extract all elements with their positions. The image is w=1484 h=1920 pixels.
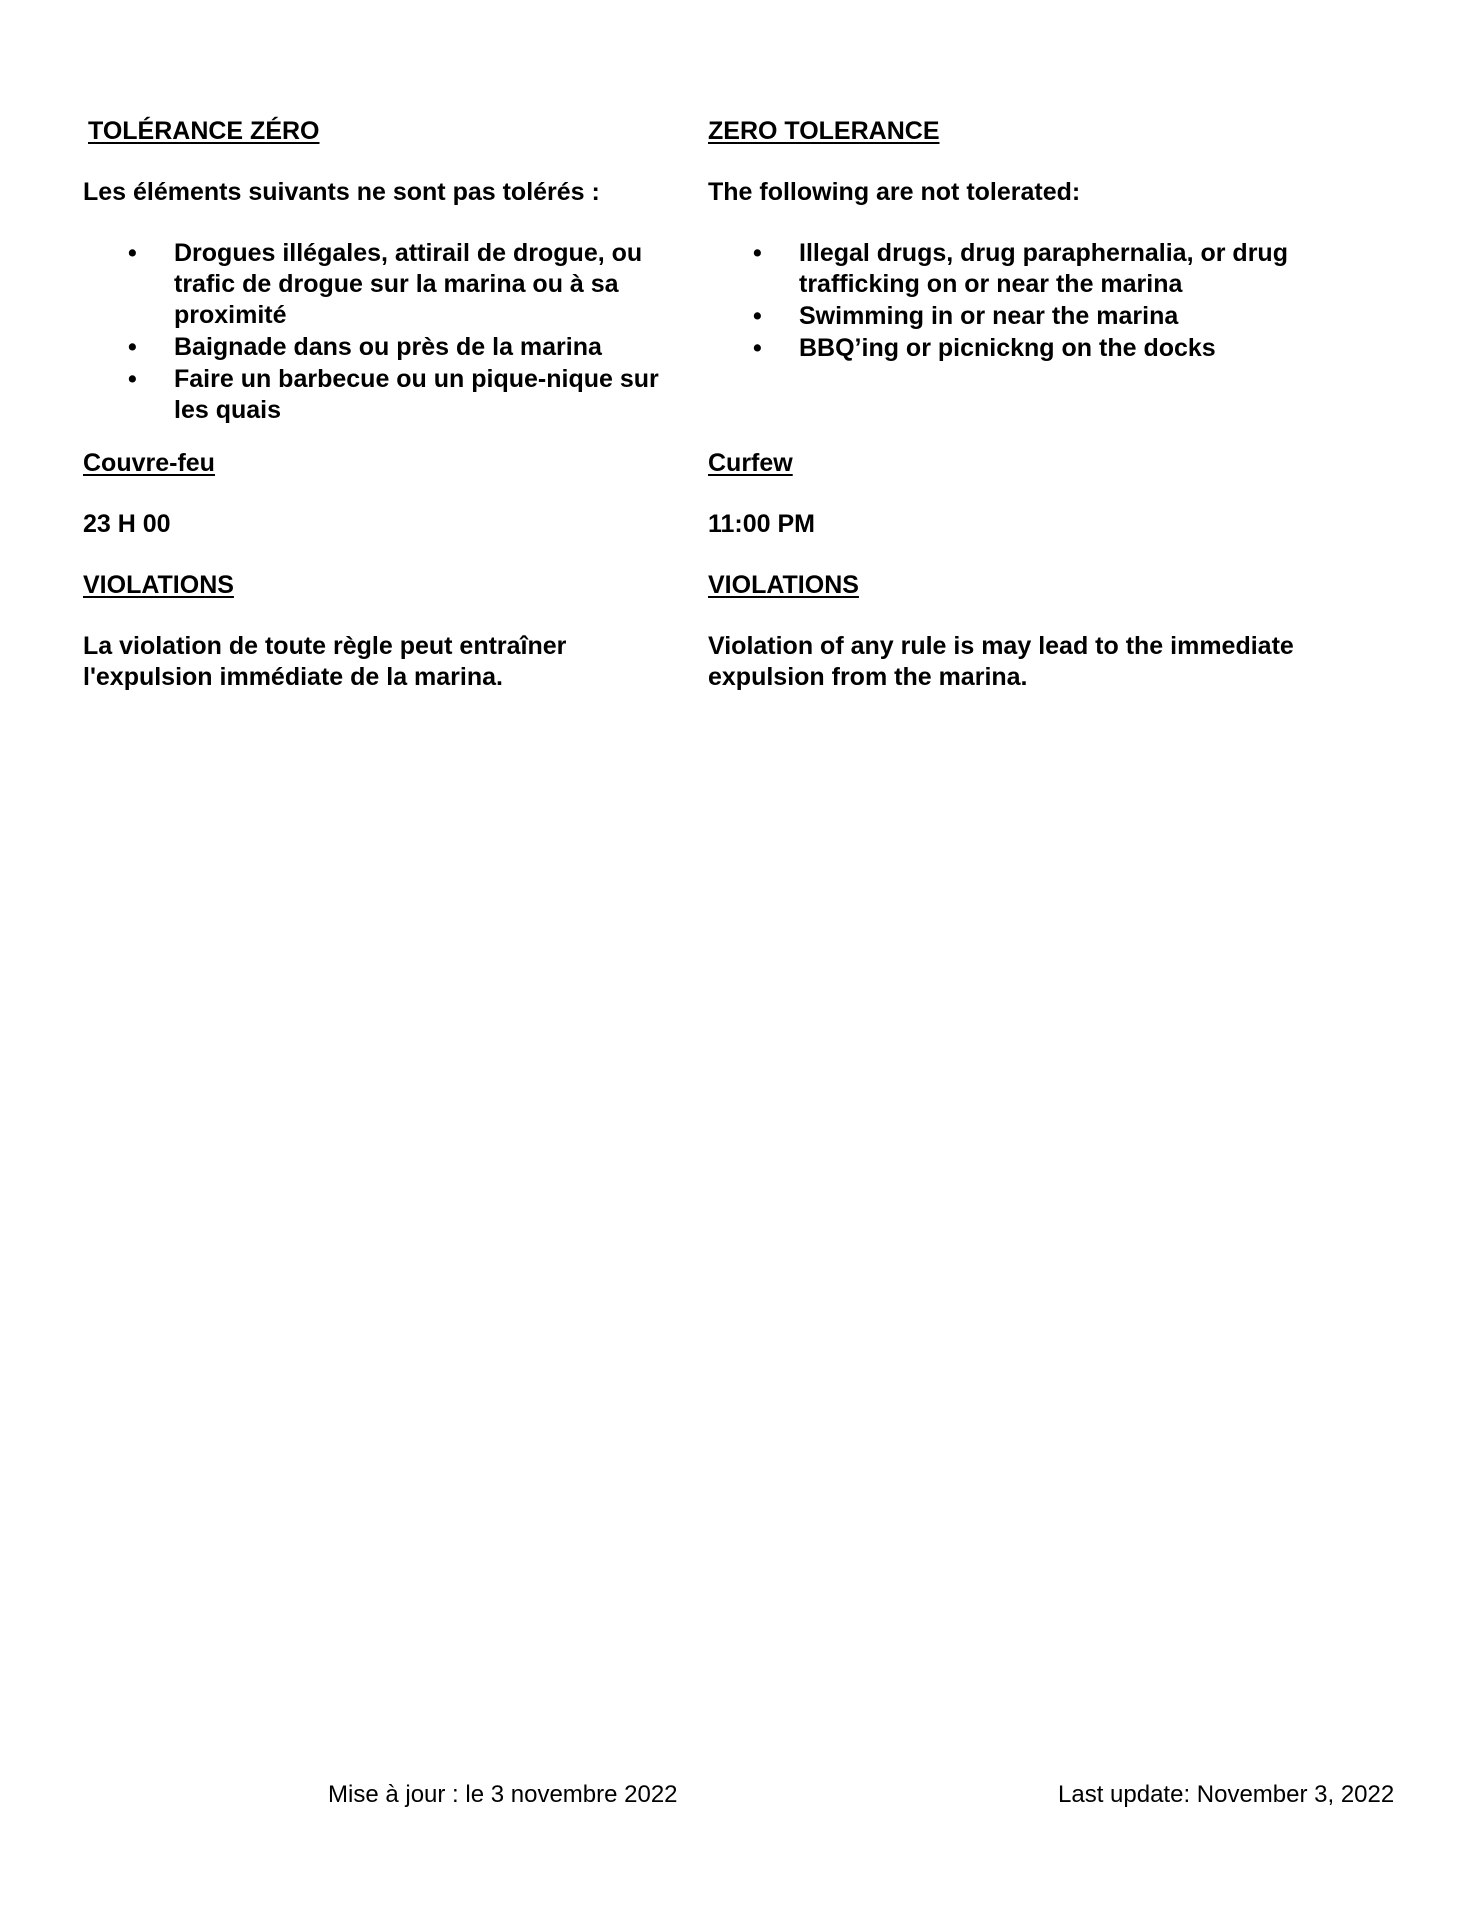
en-intro-text: The following are not tolerated: — [708, 178, 1081, 206]
fr-violations-text: La violation de toute règle peut entraîner l'expulsion immédiate de la marina. — [83, 632, 567, 691]
english-column — [708, 116, 1388, 693]
fr-rule-text: Baignade dans ou près de la marina — [174, 333, 602, 361]
en-violations-text: Violation of any rule is may lead to the immediate expulsion from the marina. — [708, 632, 1294, 691]
en-zero-tolerance-heading: ZERO TOLERANCE — [708, 117, 940, 145]
bullet-icon: • — [128, 239, 137, 267]
list-item — [83, 364, 683, 426]
bullet-icon: • — [128, 365, 137, 393]
list-item — [708, 301, 1388, 332]
fr-last-update-footer: Mise à jour : le 3 novembre 2022 — [328, 1781, 678, 1808]
fr-rules-list — [83, 238, 683, 426]
fr-rules-block — [83, 238, 683, 448]
en-last-update-footer: Last update: November 3, 2022 — [1058, 1781, 1395, 1808]
french-column — [83, 116, 683, 693]
bullet-icon: • — [753, 302, 762, 330]
en-rule-text: Swimming in or near the marina — [799, 302, 1179, 330]
list-item — [83, 332, 683, 363]
en-violations-heading: VIOLATIONS — [708, 571, 859, 599]
en-rules-list — [708, 238, 1388, 364]
fr-curfew-heading: Couvre-feu — [83, 449, 215, 477]
fr-violations-heading: VIOLATIONS — [83, 571, 234, 599]
list-item — [83, 238, 683, 331]
en-curfew-time: 11:00 PM — [708, 510, 816, 538]
fr-rule-text: Drogues illégales, attirail de drogue, ou trafic de drogue sur la marina ou à sa proximité — [174, 239, 643, 329]
en-rule-text: BBQ’ing or picnickng on the docks — [799, 334, 1216, 362]
en-curfew-heading: Curfew — [708, 449, 793, 477]
fr-zero-tolerance-heading: TOLÉRANCE ZÉRO — [88, 117, 320, 145]
en-rule-text: Illegal drugs, drug paraphernalia, or drug trafficking on or near the marina — [799, 239, 1288, 298]
fr-intro-text: Les éléments suivants ne sont pas tolérés : — [83, 178, 600, 206]
list-item — [708, 333, 1388, 364]
bullet-icon: • — [753, 239, 762, 267]
bullet-icon: • — [128, 333, 137, 361]
list-item — [708, 238, 1388, 300]
fr-rule-text: Faire un barbecue ou un pique-nique sur les quais — [174, 365, 659, 424]
fr-curfew-time: 23 H 00 — [83, 510, 171, 538]
bullet-icon: • — [753, 334, 762, 362]
en-rules-block — [708, 238, 1388, 448]
